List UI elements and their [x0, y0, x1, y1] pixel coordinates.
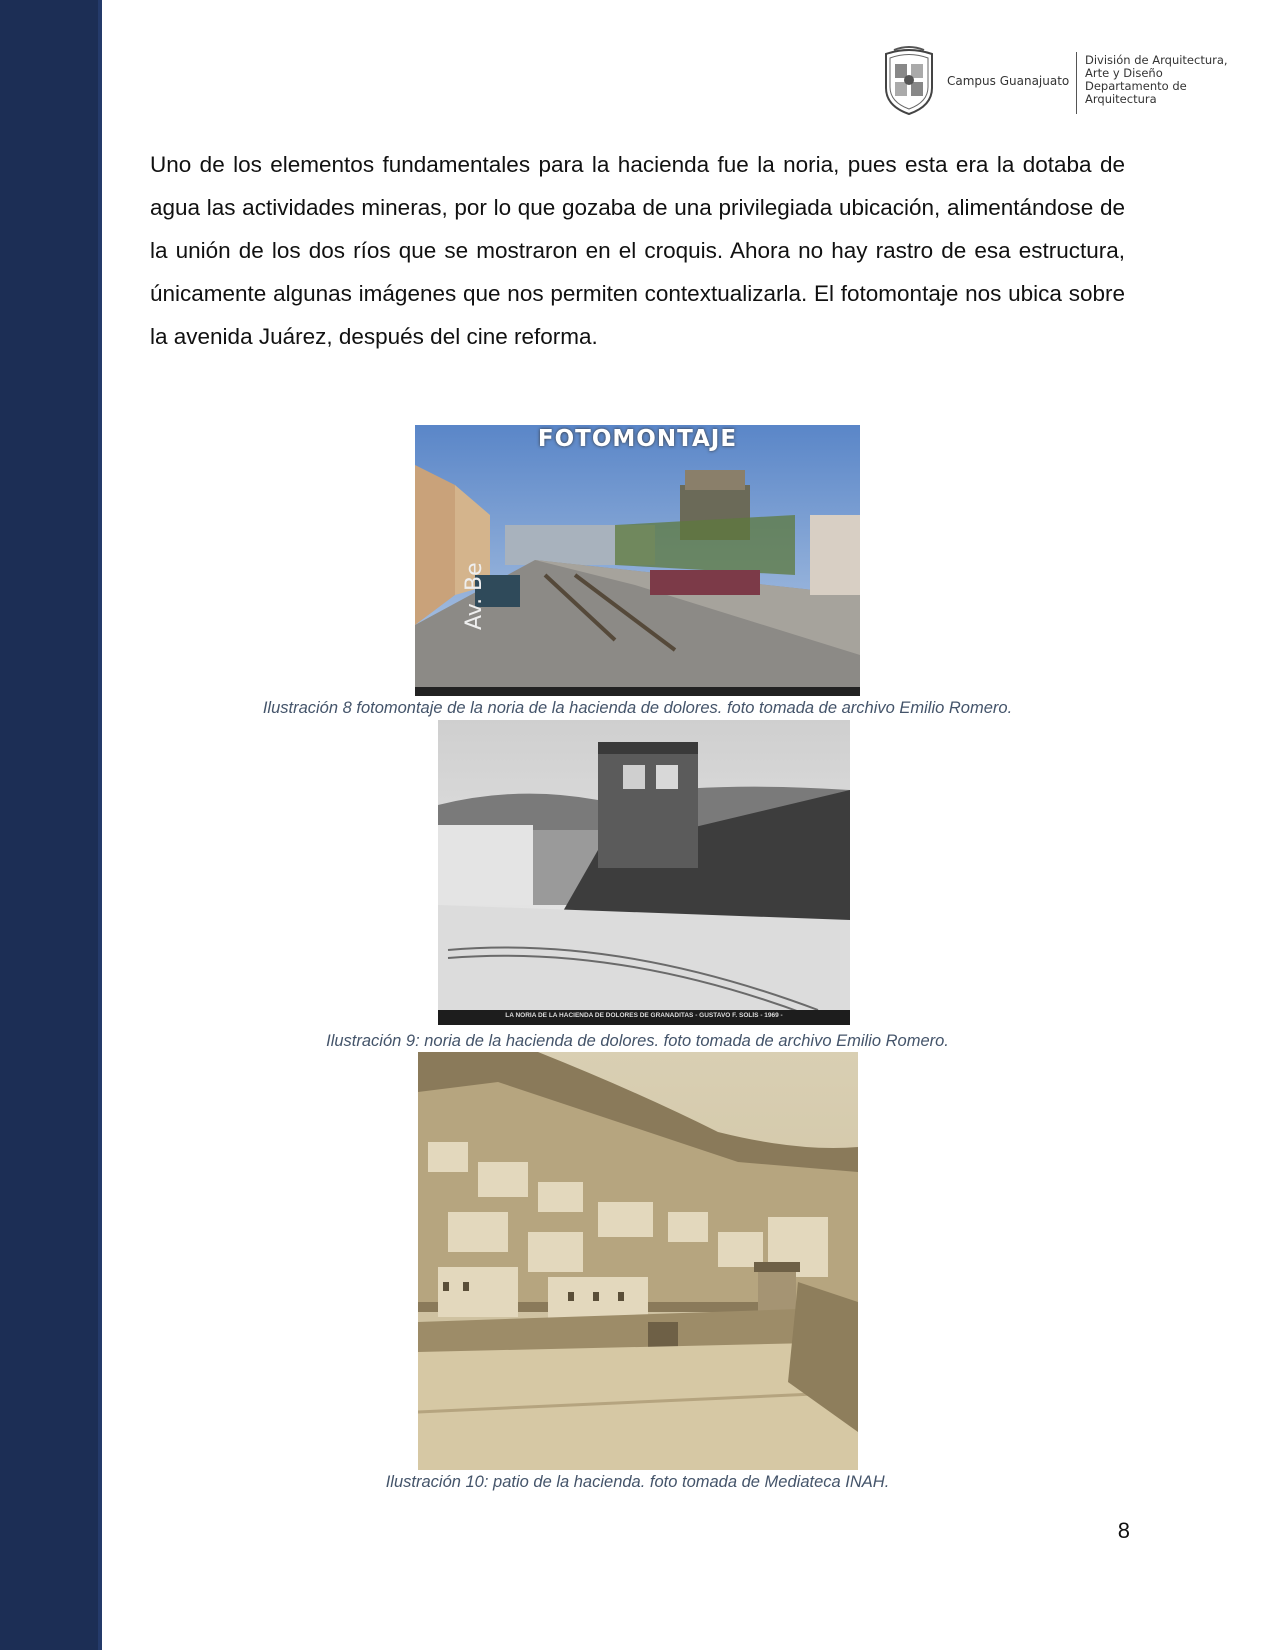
institution-header	[880, 44, 1240, 120]
division-name	[1085, 54, 1228, 106]
noria-bw-photo	[438, 720, 850, 1025]
division-line: Arte y Diseño	[1085, 66, 1163, 80]
division-line: Arquitectura	[1085, 92, 1157, 106]
figure-caption: Ilustración 10: patio de la hacienda. foto tomada de Mediateca INAH.	[385, 1473, 890, 1491]
page-side-band	[0, 0, 102, 1650]
figure-caption: Ilustración 8 fotomontaje de la noria de la hacienda de dolores. foto tomada de archivo Emilio Romero.	[262, 699, 1013, 717]
campus-name: Campus Guanajuato	[947, 74, 1070, 88]
photomontage-title: FOTOMONTAJE	[537, 426, 738, 452]
division-line: Departamento de	[1085, 79, 1187, 93]
header-divider	[1076, 52, 1077, 114]
street-sign-text: Av. Be	[462, 562, 487, 630]
figure-caption: Ilustración 9: noria de la hacienda de dolores. foto tomada de archivo Emilio Romero.	[326, 1032, 949, 1050]
photomontage-image	[415, 425, 860, 696]
page-number: 8	[1117, 1518, 1130, 1543]
university-seal-icon	[880, 44, 938, 116]
division-line: División de Arquitectura,	[1085, 53, 1228, 67]
photo-footer-text: LA NORIA DE LA HACIENDA DE DOLORES DE GRANADITAS - GUSTAVO F. SOLÍS - 1969 -	[505, 1012, 783, 1019]
hacienda-patio-photo	[418, 1052, 858, 1470]
body-paragraph: Uno de los elementos fundamentales para la hacienda fue la noria, pues esta era la dotaba de agua las actividades mineras, por lo que gozaba de una privilegiada ubicación, alimentándose de la unión de los dos ríos que se mostraron en el croquis. Ahora no hay rastro de esa estructura, únicamente algunas imágenes que nos permiten contextualizarla. El fotomontaje nos ubica sobre la avenida Juárez, después del cine reforma.	[150, 152, 1125, 349]
